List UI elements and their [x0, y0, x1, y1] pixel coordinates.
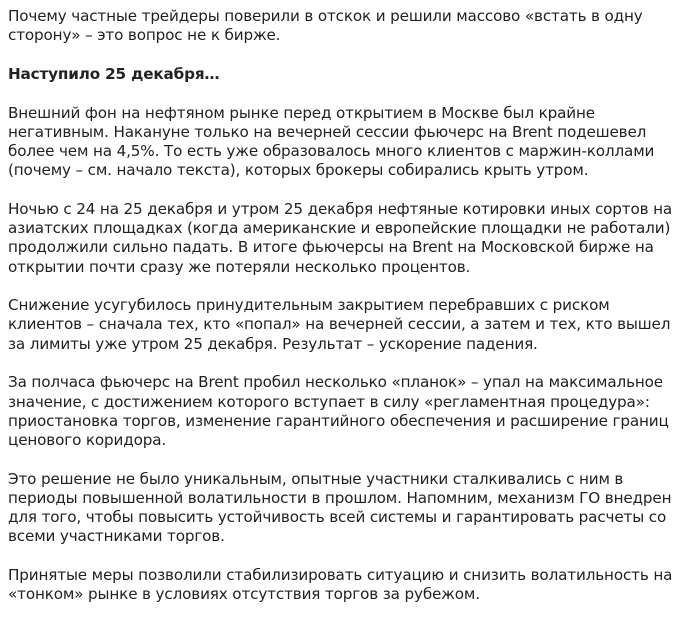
- paragraph-margin-mechanism: Это решение не было уникальным, опытные участники сталкивались с ним в периоды повышенной волатильности в прошлом. Напомним, механизм ГО внедрен для того, чтобы повысить устойчивость всей системы и гарантировать расчеты со всеми участниками торгов.: [8, 469, 672, 546]
- section-heading: Наступило 25 декабря…: [8, 64, 220, 83]
- paragraph-price-limits: За полчаса фьючерс на Brent пробил несколько «планок» – упал на максимальное значение, с достижением которого вступает в силу «регламентная процедура»: приостановка торгов, изменение гарантийного обеспечения и расширение границ ценового коридора.: [8, 373, 669, 449]
- paragraph-stabilization: Принятые меры позволили стабилизировать ситуацию и снизить волатильность на «тонком» рынке в условиях отсутствия торгов за рубежом.: [8, 565, 673, 604]
- paragraph-forced-closing: Снижение усугубилось принудительным закрытием перебравших с риском клиентов – сначала тех, кто «попал» на вечерней сессии, а затем и тех, кто вышел за лимиты уже утром 25 декабря. Результат – ускорение падения.: [8, 296, 671, 353]
- article-body: [8, 7, 678, 624]
- paragraph-night-trading: Ночью с 24 на 25 декабря и утром 25 декабря нефтяные котировки иных сортов на азиатских площадках (когда американские и европейские площадки не работали) продолжили сильно падать. В итоге фьючерсы на Brent на Московской бирже на открытии почти сразу же потеряли несколько процентов.: [8, 199, 673, 276]
- paragraph-external-background: Внешний фон на нефтяном рынке перед открытием в Москве был крайне негативным. Накануне только на вечерней сессии фьючерс на Brent подешевел более чем на 4,5%. То есть уже образовалось много клиентов с маржин-коллами (почему – см. начало текста), которых брокеры собирались крыть утром.: [8, 103, 655, 180]
- intro-paragraph: Почему частные трейдеры поверили в отскок и решили массово «встать в одну сторону» – это вопрос не к бирже.: [8, 7, 643, 45]
